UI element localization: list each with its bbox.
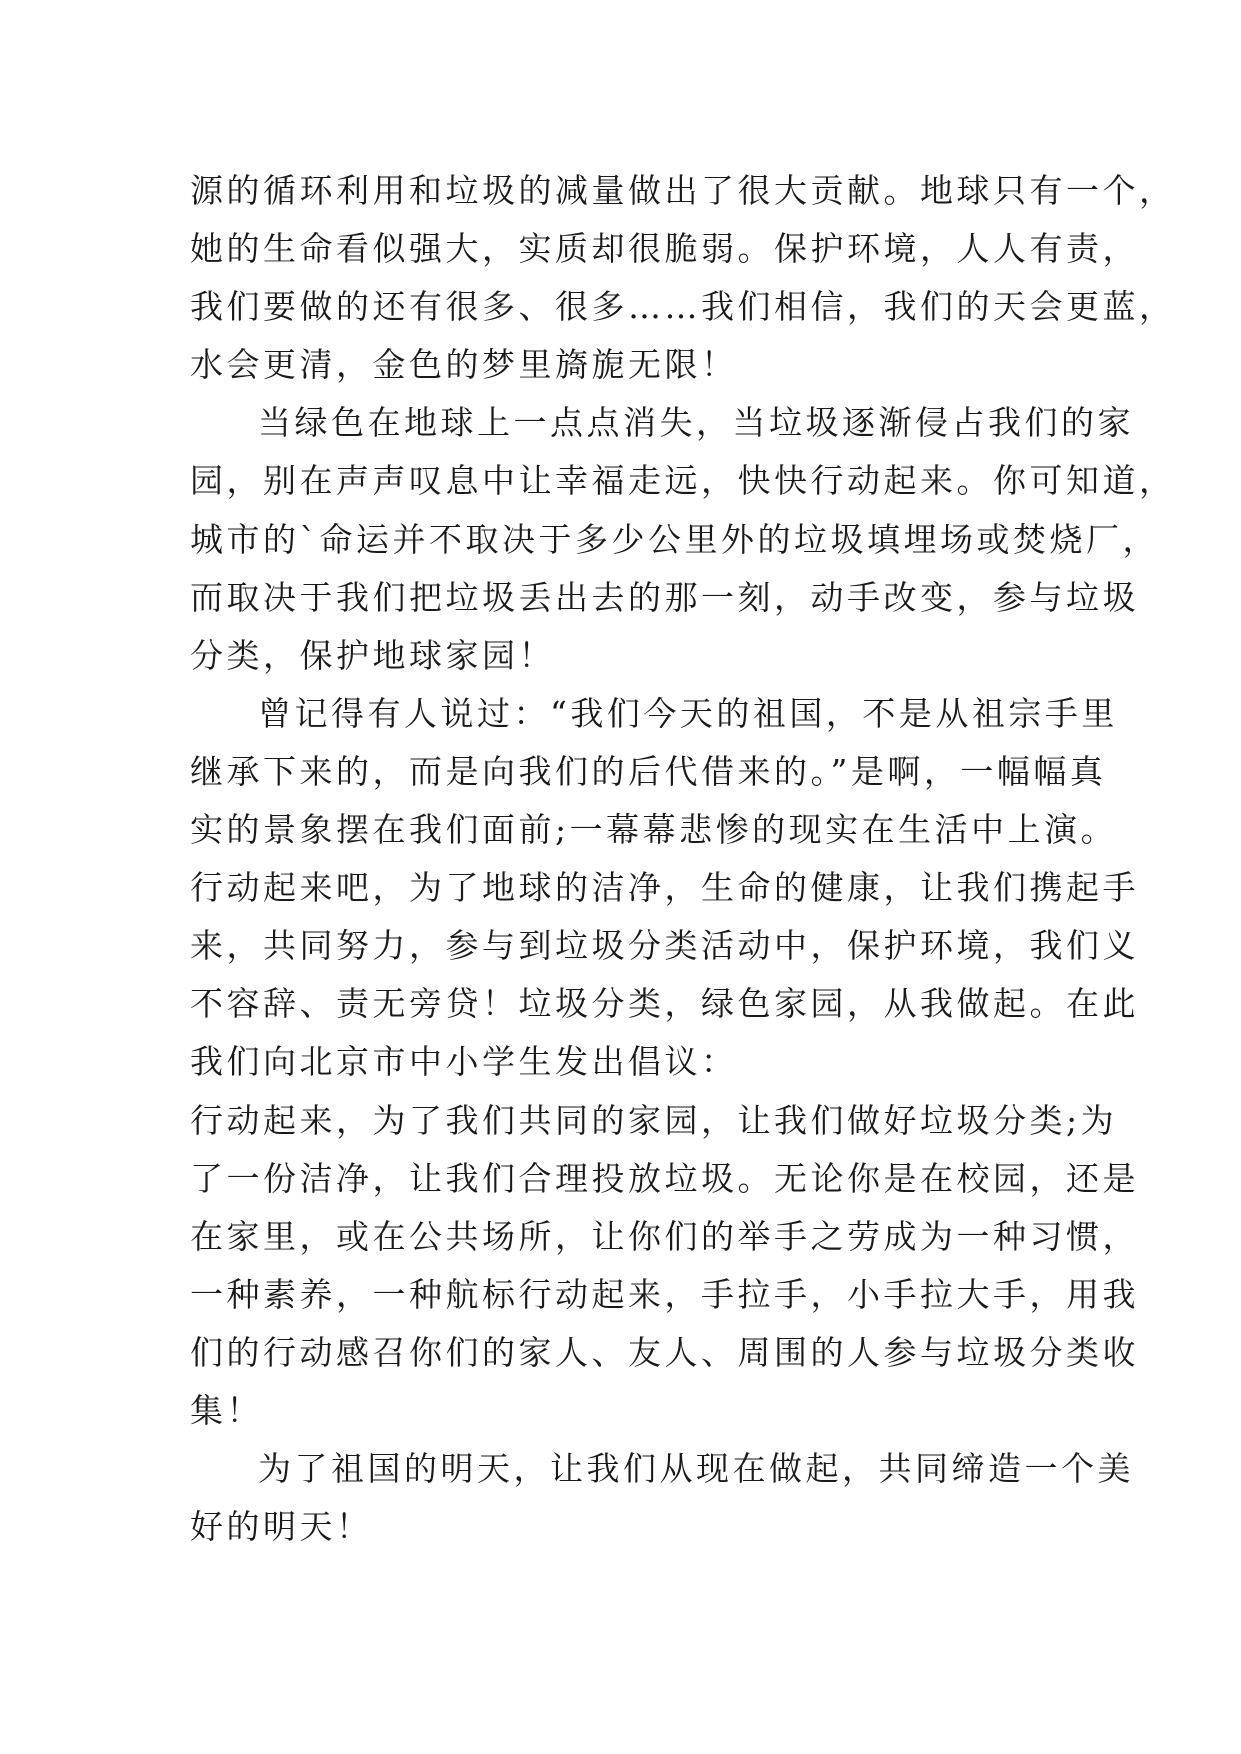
text-line: 们的行动感召你们的家人、友人、周围的人参与垃圾分类收	[190, 1332, 1139, 1372]
text-line: 我们向北京市中小学生发出倡议：	[190, 1042, 738, 1082]
paragraph-first-line: 为了祖国的明天，让我们从现在做起，共同缔造一个美	[258, 1449, 1134, 1489]
text-line: 水会更清，金色的梦里旖旎无限！	[190, 345, 738, 385]
text-line: 继承下来的，而是向我们的后代借来的。”是啊，一幅幅真	[190, 751, 1107, 791]
text-line: 不容辞、责无旁贷！垃圾分类，绿色家园，从我做起。在此	[190, 984, 1139, 1024]
text-line: 我们要做的还有很多、很多……我们相信，我们的天会更蓝，	[190, 287, 1176, 327]
text-line: 集！	[190, 1390, 263, 1430]
text-line: 源的循环利用和垃圾的减量做出了很大贡献。地球只有一个，	[190, 171, 1176, 210]
text-line: 行动起来吧，为了地球的洁净，生命的健康，让我们携起手	[190, 868, 1139, 908]
text-line: 分类，保护地球家园！	[190, 635, 555, 675]
text-line: 园，别在声声叹息中让幸福走远，快快行动起来。你可知道，	[190, 461, 1176, 501]
paragraph-first-line: 曾记得有人说过：“我们今天的祖国，不是从祖宗手里	[258, 693, 1118, 733]
document-body	[190, 162, 1176, 1556]
text-line: 好的明天！	[190, 1507, 373, 1547]
text-line: 了一份洁净，让我们合理投放垃圾。无论你是在校园，还是	[190, 1158, 1139, 1198]
text-line: 在家里，或在公共场所，让你们的举手之劳成为一种习惯，	[190, 1216, 1139, 1256]
text-line: 城市的`命运并不取决于多少公里外的垃圾填埋场或焚烧厂，	[190, 519, 1159, 559]
text-line: 一种素养，一种航标行动起来，手拉手，小手拉大手，用我	[190, 1274, 1139, 1314]
text-line: 来，共同努力，参与到垃圾分类活动中，保护环境，我们义	[190, 926, 1139, 966]
text-line: 她的生命看似强大，实质却很脆弱。保护环境，人人有责，	[190, 229, 1139, 269]
text-line: 实的景象摆在我们面前;一幕幕悲惨的现实在生活中上演。	[190, 810, 1118, 850]
paragraph-first-line: 当绿色在地球上一点点消失，当垃圾逐渐侵占我们的家	[258, 403, 1134, 443]
text-line: 而取决于我们把垃圾丢出去的那一刻，动手改变，参与垃圾	[190, 577, 1139, 617]
text-line: 行动起来，为了我们共同的家园，让我们做好垃圾分类;为	[190, 1100, 1118, 1140]
